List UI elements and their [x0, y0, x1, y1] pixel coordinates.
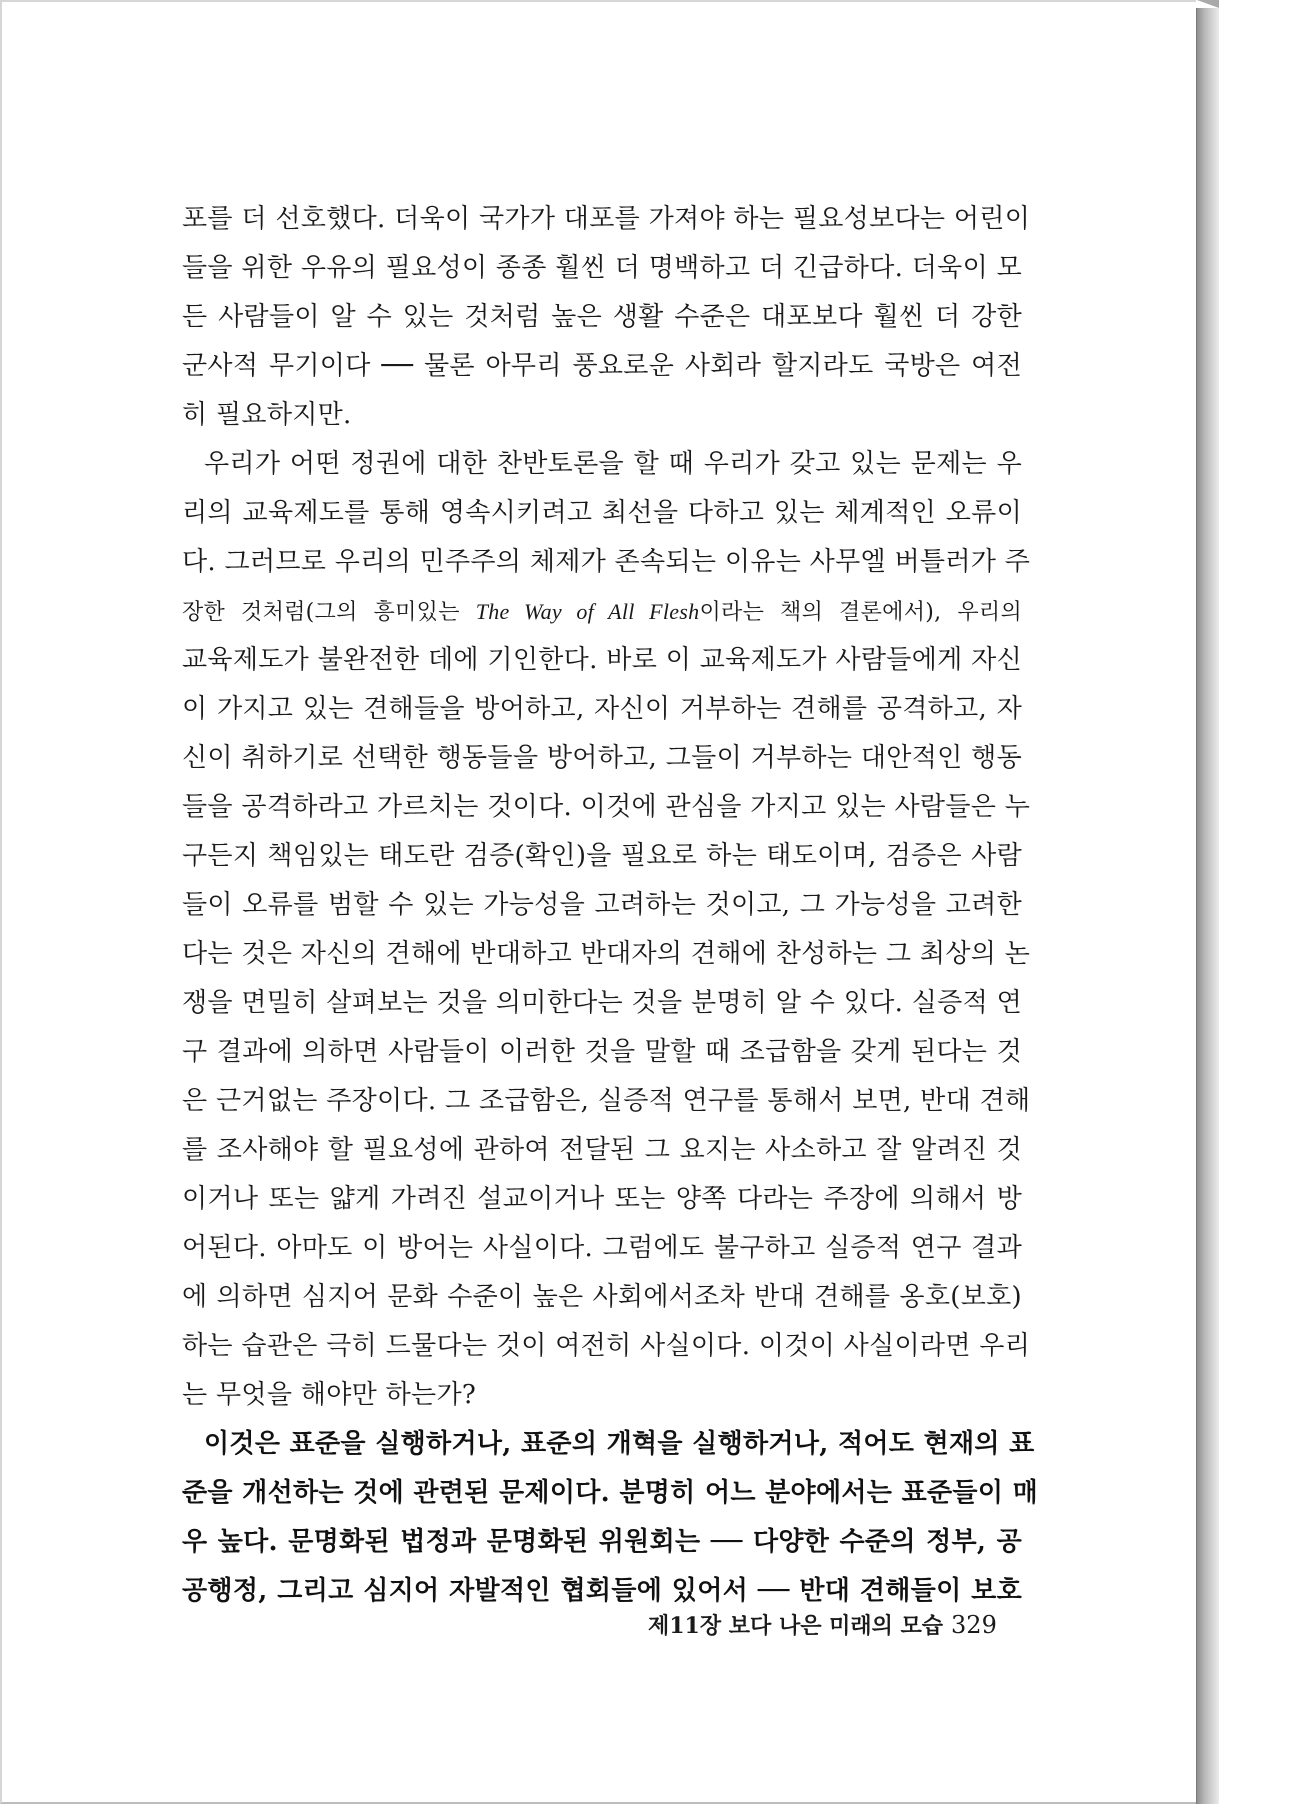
text-line: 우 높다. 문명화된 법정과 문명화된 위원회는 ── 다양한 수준의 정부, 공	[182, 1527, 1022, 1557]
text-line-with-book-title	[182, 590, 1022, 632]
text-line: 구 결과에 의하면 사람들이 이러한 것을 말할 때 조급함을 갖게 된다는 것	[182, 1037, 1022, 1067]
text-line: 쟁을 면밀히 살펴보는 것을 의미한다는 것을 분명히 알 수 있다. 실증적 연	[182, 988, 1022, 1018]
text-line: 교육제도가 불완전한 데에 기인한다. 바로 이 교육제도가 사람들에게 자신	[182, 645, 1022, 675]
line-suffix: 이라는 책의 결론에서), 우리의	[699, 600, 1023, 625]
text-line: 리의 교육제도를 통해 영속시키려고 최선을 다하고 있는 체계적인 오류이	[182, 498, 1022, 528]
text-line: 군사적 무기이다 ── 물론 아무리 풍요로운 사회라 할지라도 국방은 여전	[182, 351, 1022, 381]
text-line: 구든지 책임있는 태도란 검증(확인)을 필요로 하는 태도이며, 검증은 사람	[182, 841, 1022, 871]
line-prefix: 장한 것처럼(그의 흥미있는	[182, 600, 476, 625]
text-line: 하는 습관은 극히 드물다는 것이 여전히 사실이다. 이것이 사실이라면 우리	[182, 1331, 1031, 1361]
text-line: 든 사람들이 알 수 있는 것처럼 높은 생활 수준은 대포보다 훨씬 더 강한	[182, 302, 1022, 332]
text-line: 은 근거없는 주장이다. 그 조급함은, 실증적 연구를 통해서 보면, 반대 견해	[182, 1086, 1031, 1116]
text-line: 에 의하면 심지어 문화 수준이 높은 사회에서조차 반대 견해를 옹호(보호)	[182, 1282, 1022, 1312]
body-text	[182, 198, 1038, 1619]
book-title: The Way of All Flesh	[475, 599, 700, 624]
running-footer	[648, 1610, 1028, 1641]
text-line: 들을 위한 우유의 필요성이 종종 훨씬 더 명백하고 더 긴급하다. 더욱이 모	[182, 253, 1022, 283]
text-line: 들을 공격하라고 가르치는 것이다. 이것에 관심을 가지고 있는 사람들은 누	[182, 792, 1031, 822]
chapter-title: 제11장 보다 나은 미래의 모습	[648, 1613, 944, 1639]
text-line: 우리가 어떤 정권에 대한 찬반토론을 할 때 우리가 갖고 있는 문제는 우	[204, 449, 1022, 479]
text-line: 를 조사해야 할 필요성에 관하여 전달된 그 요지는 사소하고 잘 알려진 것	[182, 1135, 1022, 1165]
text-line: 다. 그러므로 우리의 민주주의 체제가 존속되는 이유는 사무엘 버틀러가 주	[182, 547, 1031, 577]
text-line: 신이 취하기로 선택한 행동들을 방어하고, 그들이 거부하는 대안적인 행동	[182, 743, 1022, 773]
text-line: 어된다. 아마도 이 방어는 사실이다. 그럼에도 불구하고 실증적 연구 결과	[182, 1233, 1022, 1263]
text-line: 준을 개선하는 것에 관련된 문제이다. 분명히 어느 분야에서는 표준들이 매	[182, 1478, 1038, 1508]
text-line: 히 필요하지만.	[182, 400, 352, 430]
text-line: 다는 것은 자신의 견해에 반대하고 반대자의 견해에 찬성하는 그 최상의 논	[182, 939, 1031, 969]
page-number: 329	[951, 1611, 997, 1639]
text-line: 이것은 표준을 실행하거나, 표준의 개혁을 실행하거나, 적어도 현재의 표	[204, 1429, 1035, 1459]
text-line: 공행정, 그리고 심지어 자발적인 협회들에 있어서 ── 반대 견해들이 보호	[182, 1576, 1022, 1606]
text-line: 는 무엇을 해야만 하는가?	[182, 1380, 477, 1410]
text-line: 이 가지고 있는 견해들을 방어하고, 자신이 거부하는 견해를 공격하고, 자	[182, 694, 1022, 724]
text-line: 들이 오류를 범할 수 있는 가능성을 고려하는 것이고, 그 가능성을 고려한	[182, 890, 1022, 920]
page-edge-shadow	[1196, 8, 1219, 1804]
text-line: 포를 더 선호했다. 더욱이 국가가 대포를 가져야 하는 필요성보다는 어린이	[182, 204, 1031, 234]
text-line: 이거나 또는 얇게 가려진 설교이거나 또는 양쪽 다라는 주장에 의해서 방	[182, 1184, 1022, 1214]
